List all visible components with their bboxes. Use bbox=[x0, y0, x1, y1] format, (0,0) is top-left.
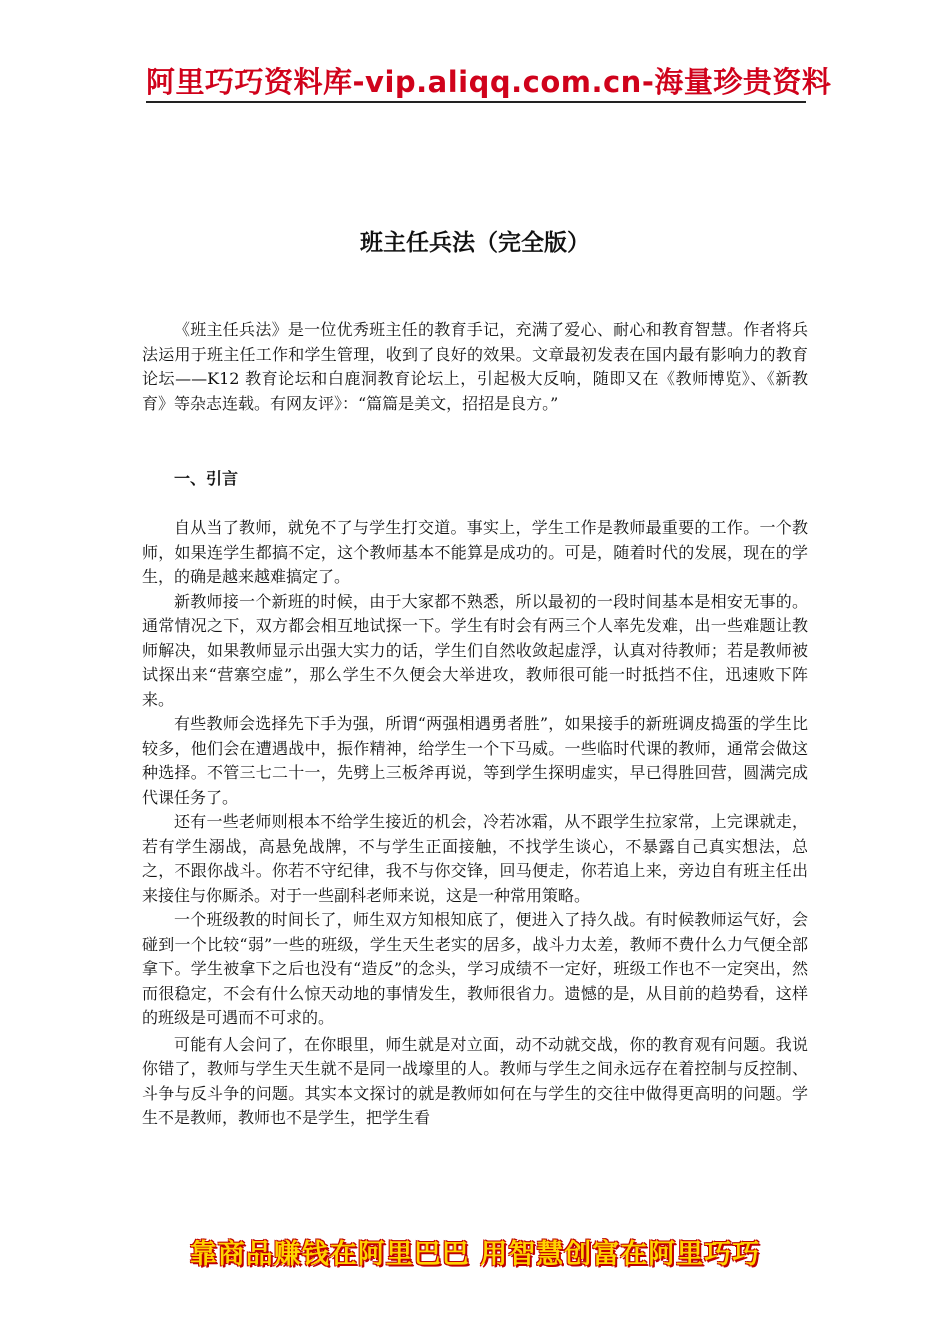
header-divider bbox=[146, 101, 806, 103]
document-title: 班主任兵法（完全版） bbox=[360, 229, 590, 256]
paragraph: 还有一些老师则根本不给学生接近的机会，冷若冰霜，从不跟学生拉家常，上完课就走，若有学生溺战，高悬免战牌，不与学生正面接触，不找学生谈心，不暴露自己真实想法，总之，不跟你战斗。你若不守纪律，我不与你交锋，回马便走，你若追上来，旁边自有班主任出来接住与你厮杀。对于一些副科老师来说，这是一种常用策略。 bbox=[142, 812, 808, 905]
intro-block bbox=[142, 318, 808, 416]
intro-paragraph: 《班主任兵法》是一位优秀班主任的教育手记，充满了爱心、耐心和教育智慧。作者将兵法运用于班主任工作和学生管理，收到了良好的效果。文章最初发表在国内最有影响力的教育论坛——K12 教育论坛和白鹿洞教育论坛上，引起极大反响，随即又在《教师博览》、《新教育》等杂志连载。有网友评》：“篇篇是美文，招招是良方。” bbox=[142, 320, 808, 413]
paragraph: 一个班级教的时间长了，师生双方知根知底了，便进入了持久战。有时候教师运气好，会碰到一个比较“弱”一些的班级，学生天生老实的居多，战斗力太差，教师不费什么力气便全部拿下。学生被拿下之后也没有“造反”的念头，学习成绩不一定好，班级工作也不一定突出，然而很稳定，不会有什么惊天动地的事情发生，教师很省力。遗憾的是，从目前的趋势看，这样的班级是可遇而不可求的。 bbox=[142, 910, 808, 1027]
paragraph: 有些教师会选择先下手为强，所谓“两强相遇勇者胜”，如果接手的新班调皮捣蛋的学生比较多，他们会在遭遇战中，振作精神，给学生一个下马威。一些临时代课的教师，通常会做这种选择。不管三七二十一，先劈上三板斧再说，等到学生探明虚实，早已得胜回营，圆满完成代课任务了。 bbox=[142, 714, 808, 807]
paragraph: 自从当了教师，就免不了与学生打交道。事实上，学生工作是教师最重要的工作。一个教师，如果连学生都搞不定，这个教师基本不能算是成功的。可是，随着时代的发展，现在的学生，的确是越来越难搞定了。 bbox=[142, 518, 808, 586]
footer-banner: 靠商品赚钱在阿里巴巴 用智慧创富在阿里巧巧 bbox=[189, 1239, 761, 1270]
paragraph: 新教师接一个新班的时候，由于大家都不熟悉，所以最初的一段时间基本是相安无事的。通常情况之下，双方都会相互地试探一下。学生有时会有两三个人率先发难，出一些难题让教师解决，如果教师显示出强大实力的话，学生们自然收敛起虚浮，认真对待教师；若是教师被试探出来“营寨空虚”，那么学生不久便会大举进攻，教师很可能一时抵挡不住，迅速败下阵来。 bbox=[142, 591, 808, 709]
header-banner: 阿里巧巧资料库-vip.aliqq.com.cn-海量珍贵资料 bbox=[146, 65, 832, 99]
section-body bbox=[142, 516, 808, 1131]
paragraph: 可能有人会问了，在你眼里，师生就是对立面，动不动就交战，你的教育观有问题。我说你错了，教师与学生天生就不是同一战壕里的人。教师与学生之间永远存在着控制与反控制、斗争与反斗争的问题。其实本文探讨的就是教师如何在与学生的交往中做得更高明的问题。学生不是教师，教师也不是学生，把学生看 bbox=[142, 1034, 808, 1127]
section-heading: 一、引言 bbox=[174, 469, 239, 488]
